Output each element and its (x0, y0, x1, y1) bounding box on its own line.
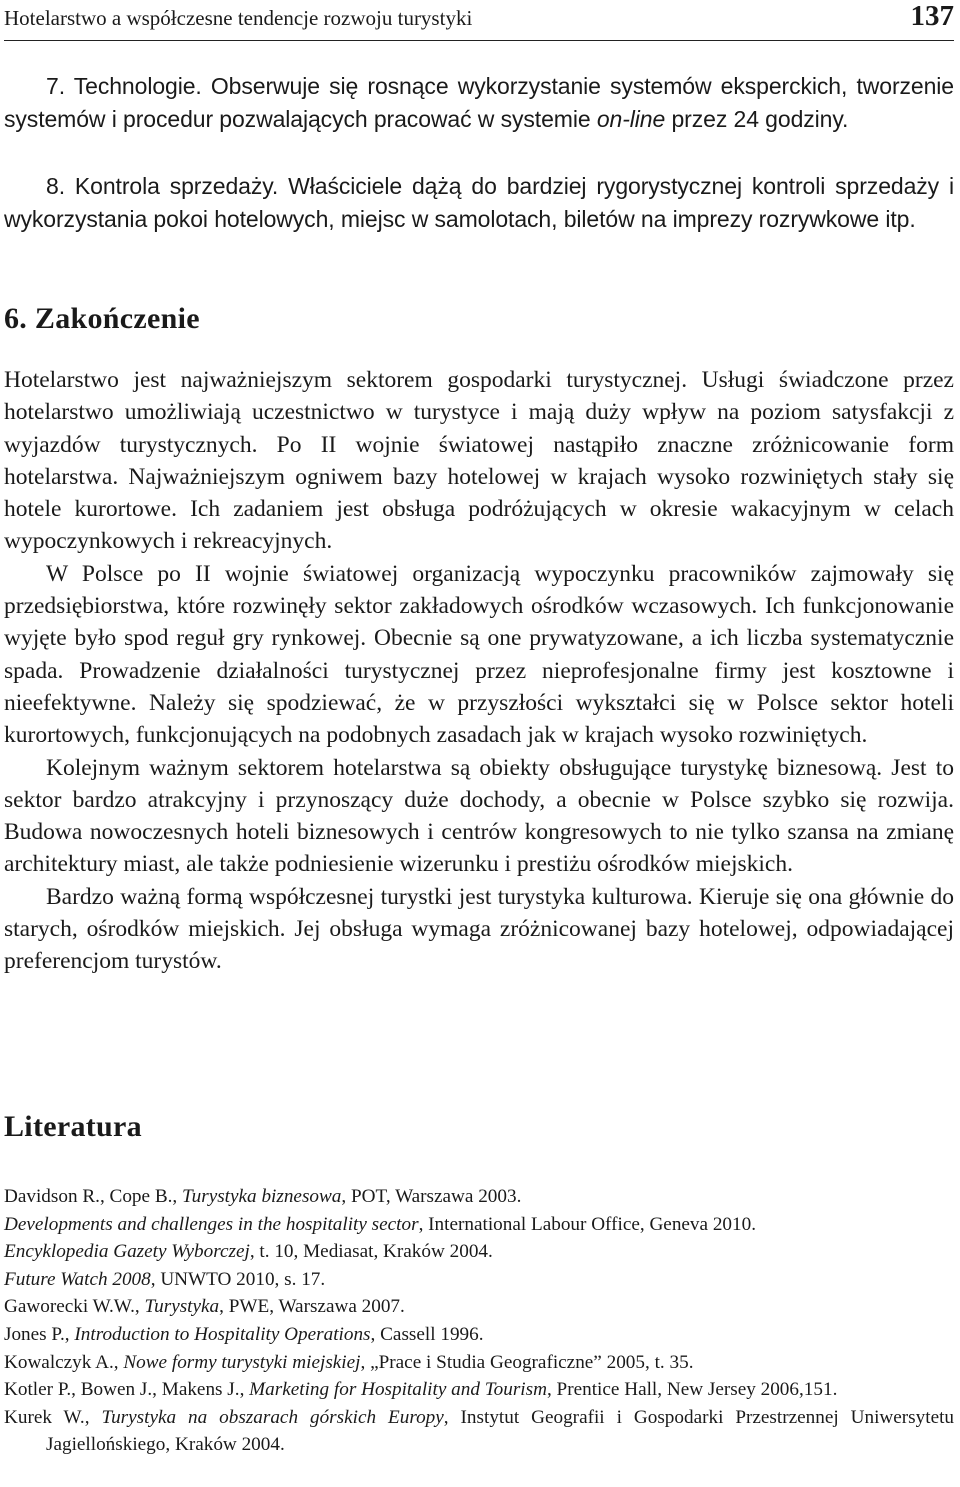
reference-item (4, 1376, 954, 1404)
reference-item (4, 1266, 954, 1294)
conclusion-body (4, 364, 954, 978)
paragraph: Hotelarstwo jest najważniejszym sektorem gospodarki turystycznej. Usługi świadczone przez hotelarstwo umożliwiają uczestnictwo w turystyce i mają duży wpływ na poziom satysfakcji z wyjazdów turystycznych. Po II wojnie światowej nastąpiło znaczne zróżnicowanie form hotelarstwa. Najważniejszym ogniwem bazy hotelowej w krajach wysoko rozwiniętych stały się hotele kurortowe. Ich zadaniem jest obsługa podróżujących w okresie wakacyjnym w celach wypoczynkowych i rekreacyjnych. (4, 367, 954, 555)
list-item-technology (4, 70, 954, 136)
section-heading-literature: Literatura (4, 1110, 142, 1143)
list-item-text-after: przez 24 godziny. (665, 106, 849, 132)
ref-author: Jones P., (4, 1323, 75, 1345)
ref-details: , POT, Warszawa 2003. (341, 1186, 522, 1207)
ref-title: Nowe formy turystyki miejskiej (123, 1351, 361, 1373)
list-item-text: Obserwuje się rosnące wykorzystanie systemów eksperckich, tworzenie systemów i procedur pozwalających pracować w systemie (4, 73, 954, 132)
paragraph: Kolejnym ważnym sektorem hotelarstwa są obiekty obsługujące turystykę biznesową. Jest to sektor bardzo atrakcyjny i przynoszący duże dochody, a obecnie w Polsce szybko się rozwija. Budowa nowoczesnych hoteli biznesowych i centrów kongresowych to nie tylko szansa na zmianę architektury miast, ale także podniesienie wizerunku i prestiżu ośrodków miejskich. (4, 754, 954, 878)
ref-author: Davidson R., Cope B., (4, 1186, 183, 1207)
reference-list (4, 1183, 954, 1459)
list-item-text: Właściciele dążą do bardziej rygorystycznej kontroli sprzedaży i wykorzystania pokoi hotelowych, miejsc w samolotach, biletów na imprezy rozrywkowe itp. (4, 173, 955, 232)
ref-details: , Cassell 1996. (370, 1323, 484, 1345)
list-item-sales-control (4, 170, 954, 236)
paragraph: Bardzo ważną formą współczesnej turystki jest turystyka kulturowa. Kieruje się ona głównie do starych, ośrodków miejskich. Jej obsługa wymaga zróżnicowanej bazy hotelowej, odpowiadającej preferencjom turystów. (4, 883, 954, 975)
ref-title: Turystyka biznesowa (182, 1186, 342, 1207)
ref-details: , International Labour Office, Geneva 2010. (418, 1213, 757, 1235)
reference-item (4, 1183, 954, 1211)
ref-author: Kurek W., (4, 1406, 102, 1428)
list-item-italic: on-line (596, 106, 666, 132)
ref-title: Encyklopedia Gazety Wyborczej (4, 1241, 250, 1263)
running-header (4, 0, 954, 36)
ref-title: Marketing for Hospitality and Tourism (249, 1379, 547, 1401)
ref-details: , Prentice Hall, New Jersey 2006,151. (546, 1379, 838, 1401)
reference-item (4, 1321, 954, 1349)
ref-title: Introduction to Hospitality Operations (74, 1323, 371, 1345)
ref-author: Kowalczyk A., (4, 1351, 124, 1373)
list-item-number-title: 8. Kontrola sprzedaży. (46, 173, 279, 199)
ref-author: Kotler P., Bowen J., Makens J., (4, 1379, 250, 1401)
page-number: 137 (910, 0, 954, 32)
ref-details: , „Prace i Studia Geograficzne” 2005, t. 35. (360, 1351, 694, 1373)
section-heading-conclusion: 6. Zakończenie (4, 302, 200, 335)
reference-item (4, 1349, 954, 1377)
ref-author: Gaworecki W.W., (4, 1296, 145, 1318)
reference-item (4, 1238, 954, 1266)
ref-details: , t. 10, Mediasat, Kraków 2004. (249, 1241, 493, 1263)
header-divider (4, 40, 954, 41)
reference-item (4, 1404, 954, 1459)
ref-title: Turystyka na obszarach górskich Europy (101, 1406, 444, 1428)
ref-details: , Instytut Geografii i Gospodarki Przestrzennej Uniwersytetu Jagiellońskiego, Kraków 2004. (46, 1406, 955, 1456)
reference-item (4, 1211, 954, 1239)
ref-title: Developments and challenges in the hospitality sector (4, 1213, 419, 1235)
reference-item (4, 1293, 954, 1321)
paragraph: W Polsce po II wojnie światowej organizacją wypoczynku pracowników zajmowały się przedsiębiorstwa, które rozwinęły sektor zakładowych ośrodków wczasowych. Ich funkcjonowanie wyjęte było spod reguł gry rynkowej. Obecnie są one prywatyzowane, a ich liczba systematycznie spada. Prowadzenie działalności turystycznej przez nieprofesjonalne firmy jest kosztowne i nieefektywne. Należy się spodziewać, że w przyszłości wykształci się w Polsce sektor hoteli kurortowych, funkcjonujących na podobnych zasadach jak w krajach wysoko rozwiniętych. (4, 560, 954, 749)
ref-details: , PWE, Warszawa 2007. (219, 1296, 405, 1318)
list-item-number-title: 7. Technologie. (46, 73, 202, 99)
ref-title: Future Watch 2008 (4, 1268, 151, 1290)
ref-title: Turystyka (144, 1296, 220, 1318)
ref-details: , UNWTO 2010, s. 17. (150, 1268, 326, 1290)
running-header-title: Hotelarstwo a współczesne tendencje rozwoju turystyki (4, 6, 473, 30)
